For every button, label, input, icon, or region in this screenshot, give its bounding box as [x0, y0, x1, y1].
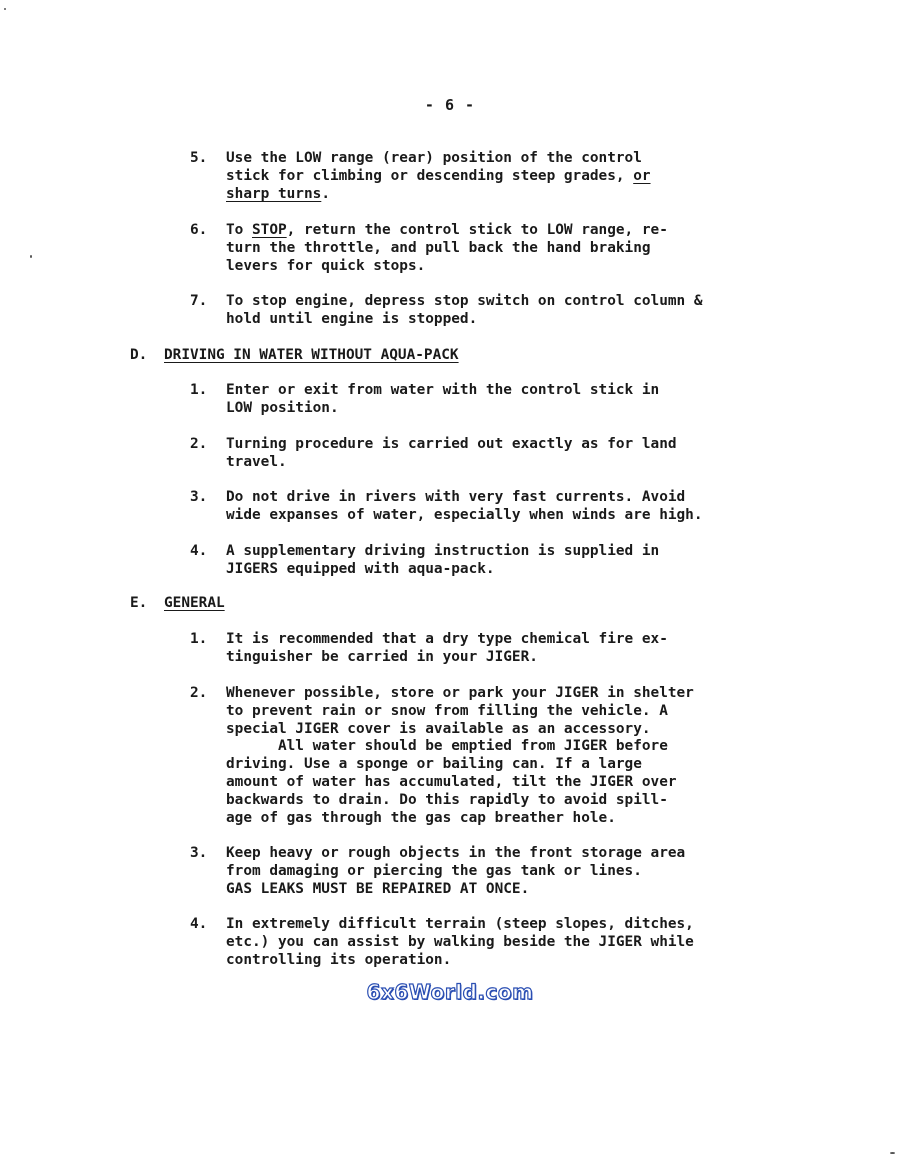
item-5-underlined-sharp-turns: sharp turns [226, 185, 322, 202]
section-d-item-4-number: 4. [190, 543, 208, 559]
section-e-letter: E. [130, 595, 148, 611]
item-5-number: 5. [190, 150, 208, 166]
item-5-underlined-or: or [633, 167, 651, 184]
section-d-item-1-number: 1. [190, 382, 208, 398]
item-7-line-2: hold until engine is stopped. [226, 310, 478, 327]
item-7-text [226, 293, 746, 329]
watermark-logo: 6x6World.com [366, 980, 534, 1004]
item-5-line-3-end: . [321, 185, 330, 202]
item-6-line-1-start: To [226, 222, 252, 238]
item-6-text [226, 222, 746, 275]
section-e-item-2-number: 2. [190, 685, 208, 701]
section-e-item-3-text: Keep heavy or rough objects in the front storage area from damaging or piercing the gas tank or lines. GAS LEAKS MUST BE REPAIRED AT ONCE. [226, 845, 686, 897]
section-e-item-1-number: 1. [190, 631, 208, 647]
item-5-text [226, 150, 746, 203]
section-e-item-3-number: 3. [190, 845, 208, 861]
item-6-line-3: levers for quick stops. [226, 257, 426, 274]
item-5-line-1: Use the LOW range (rear) position of the control [226, 150, 642, 166]
section-d-item-3-text: Do not drive in rivers with very fast currents. Avoid wide expanses of water, especially when winds are high. [226, 489, 703, 523]
item-5-line-2: stick for climbing or descending steep grades, [226, 167, 634, 184]
item-6-line-1-end: , return the control stick to LOW range, re- [286, 222, 668, 238]
item-6-underlined-stop: STOP [252, 222, 287, 238]
section-d-letter: D. [130, 347, 148, 363]
item-7-number: 7. [190, 293, 208, 309]
scan-speck [890, 1152, 895, 1154]
section-e-title: GENERAL [164, 595, 225, 611]
section-e-item-4-text: In extremely difficult terrain (steep slopes, ditches, etc.) you can assist by walking beside the JIGER while controlling its operation. [226, 916, 694, 968]
section-e-item-1-text: It is recommended that a dry type chemical fire ex- tinguisher be carried in your JIGER. [226, 631, 668, 665]
scan-speck [30, 255, 32, 258]
section-d-item-3-number: 3. [190, 489, 208, 505]
scan-speck [4, 8, 6, 10]
page-number: - 6 - [424, 96, 476, 114]
section-d-title: DRIVING IN WATER WITHOUT AQUA-PACK [164, 347, 459, 363]
item-6-line-2: turn the throttle, and pull back the hand braking [226, 239, 651, 256]
section-d-item-4-text: A supplementary driving instruction is supplied in JIGERS equipped with aqua-pack. [226, 543, 660, 577]
section-d-item-2-number: 2. [190, 436, 208, 452]
section-e-item-4-number: 4. [190, 916, 208, 932]
item-6-number: 6. [190, 222, 208, 238]
section-d-item-2-text: Turning procedure is carried out exactly as for land travel. [226, 436, 677, 470]
section-d-item-1-text: Enter or exit from water with the control stick in LOW position. [226, 382, 660, 416]
section-e-item-2-text: Whenever possible, store or park your JIGER in shelter to prevent rain or snow from filling the vehicle. A special JIGER cover is available as an accessory. All water should be emptied from JIGER before driving. Use a sponge or bailing can. If a large amount of water has accumulated, tilt the JIGER over backwards to drain. Do this rapidly to avoid spill- age of gas through the gas cap breather hole. [226, 685, 694, 826]
item-7-line-1: To stop engine, depress stop switch on control column & [226, 293, 703, 309]
